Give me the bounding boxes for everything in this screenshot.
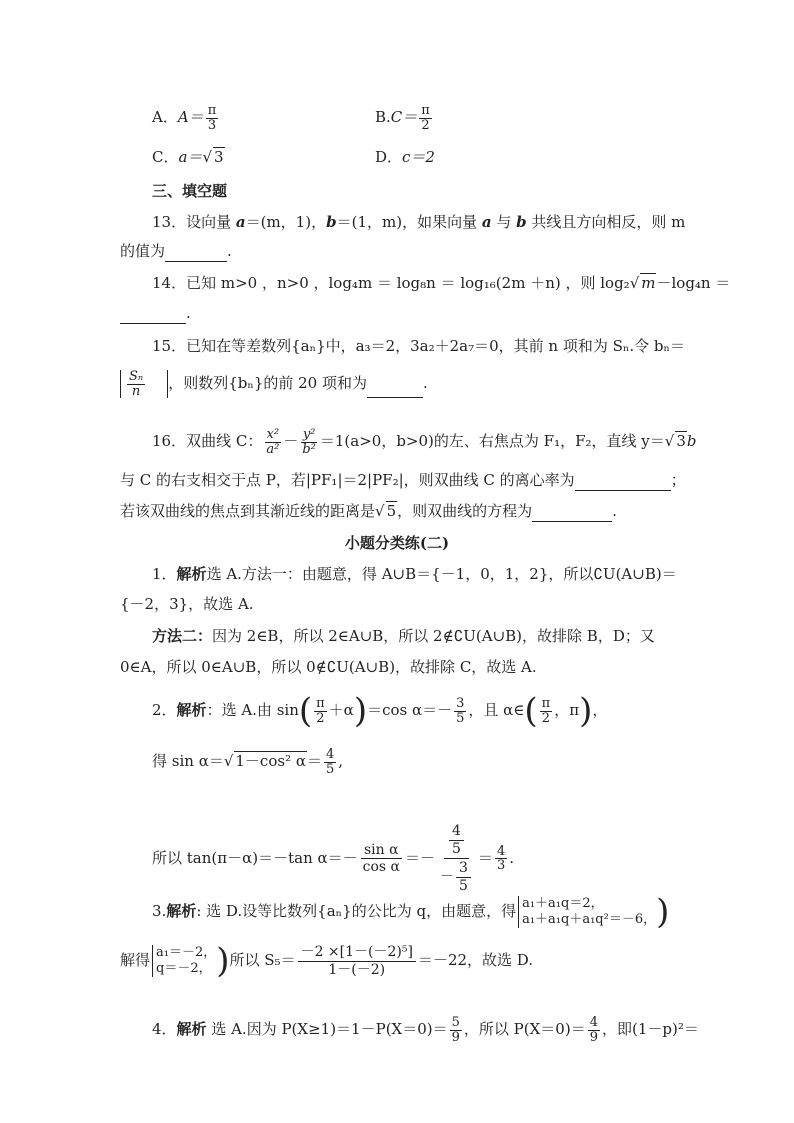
option-c-label: C．	[152, 148, 179, 166]
q13-text3: ＝(1，m)，如果向量	[336, 213, 482, 231]
q16-f1n: x²	[266, 427, 280, 442]
q15-abs	[120, 370, 168, 398]
option-c: C．a＝√ 3	[152, 148, 224, 166]
a2-l2d: 5	[326, 761, 335, 777]
a2-line3a: 所以 tan(π－α)＝－tan α＝－	[152, 848, 358, 867]
q16-text2: ＝1(a>0，b>0)的左、右焦点为 F₁，F₂，直线 y＝	[319, 432, 665, 451]
a3-text1: : 选 D.设等比数列{aₙ}的公比为 q，由题意，得	[196, 902, 517, 920]
question-15-line2: $\frac{\text{Sₙ}}{n}$ ，则数列{bₙ}的前 20 项和为 .	[120, 370, 428, 398]
a3-line2c: ＝－22，故选 D.	[417, 951, 534, 970]
option-a-label: A．	[152, 108, 178, 127]
a3-sys2b: q＝－2，	[156, 961, 212, 977]
option-b-den: 2	[421, 117, 430, 133]
a4-text3: ，即(1－p)²＝	[601, 1020, 699, 1039]
question-16-line3: 若该双曲线的焦点到其渐近线的距离是√ 5，则双曲线的方程为 .	[120, 502, 617, 520]
answer-1-line1	[152, 563, 677, 585]
answer-1-line3	[152, 625, 655, 647]
a4-f1n: 5	[451, 1015, 460, 1030]
q14-blank[interactable]	[120, 307, 186, 324]
option-d-label: D．	[375, 148, 403, 166]
a2-text4: ，且 α∈	[468, 701, 525, 720]
answers-title: 小题分类练(二)	[344, 534, 450, 552]
section-title: 三、填空题	[152, 182, 228, 200]
answer-2-line1: 2．解析：选 A.由 sin( $\frac{\pi}{2}$ ＋α)＝cos α＝－ $\frac{3}{5}$ ，且 α∈( $\frac{\pi}{2}$ ，π)，	[152, 691, 608, 732]
a2-text6: ，	[592, 701, 608, 720]
option-b-num: π	[421, 103, 430, 118]
q16-text1: 双曲线 C：	[186, 432, 263, 451]
a2-line3c: ＝	[477, 848, 493, 867]
a4-text2: ，所以 P(X＝0)＝	[463, 1020, 586, 1039]
option-a	[152, 104, 220, 132]
q14-text-end: －log₄n ＝	[656, 274, 731, 292]
option-b	[375, 104, 434, 132]
a2-line2a: 得 sin α＝	[152, 752, 224, 771]
q15-blank[interactable]	[367, 381, 423, 398]
a1-num: 1．	[152, 565, 177, 583]
a4-label: 解析	[176, 1020, 207, 1039]
answer-3-line1: 3.解析: 选 D.设等比数列{aₙ}的公比为 q，由题意，得 a₁＋a₁q＝2， a₁＋a₁q＋a₁q²＝－6， )	[152, 892, 670, 932]
a3-fnum: －2 ×[1－(－2)⁵]	[298, 944, 416, 962]
question-16-line2: 与 C 的右支相交于点 P，若|PF₁|＝2|PF₂|，则双曲线 C 的离心率为 ；	[120, 471, 686, 489]
a2-l3ind: 5	[452, 840, 461, 857]
question-14-line1: 14．已知 m>0 ，n>0 ，log₄m ＝ log₈n ＝ log₁₆(2m ＋n) ，则 log₂√ m－log₄n ＝	[152, 274, 731, 292]
q16-blank-2[interactable]	[532, 505, 612, 522]
a2-l3d: 3	[496, 858, 506, 874]
a2-text2: ＋α	[328, 701, 354, 720]
option-a-num: π	[207, 103, 217, 118]
a3-sys1a: a₁＋a₁q＝2，	[522, 896, 604, 911]
q13-text6: 的值为	[120, 242, 166, 260]
question-14-line2: .	[120, 302, 191, 324]
q15-frac-num: Sₙ	[129, 369, 144, 384]
a1-line2: {－2，3}，故选 A.	[120, 595, 254, 613]
answer-1-line4	[120, 656, 537, 678]
a3-line2b: 所以 S₅＝	[229, 951, 296, 970]
q16-f2n: y²	[302, 427, 316, 442]
q13-blank[interactable]	[165, 245, 227, 262]
question-16-line1: 16．双曲线 C： $\frac{\text{x²}}{\text{a²}}$ － $\frac{\text{y²}}{\text{b²}}$ ＝1(a>0，b>0)的左、右焦点为 F₁，F₂，直线 y＝√ 3b	[152, 427, 697, 457]
q16-num: 16．	[152, 432, 187, 451]
answer-3-line2: 解得 a₁＝－2， q＝－2， )所以 S₅＝ $\frac{\text{－2 ×[1－(－2)⁵]}}{1-(-2)}$ ＝－22，故选 D.	[120, 941, 534, 982]
q16-blank-1[interactable]	[575, 474, 671, 491]
a2-line2-rad: 1－cos² α	[235, 752, 306, 771]
q15-frac-den: n	[131, 383, 141, 399]
a2-l2n: 4	[326, 747, 335, 762]
q13-num: 13．	[152, 213, 187, 231]
a3-system-1	[518, 896, 656, 928]
vector-a-2: a	[481, 213, 492, 231]
a3-sys1b: a₁＋a₁q＋a₁q²＝－6，	[522, 912, 657, 927]
q16-text3: b	[686, 432, 697, 451]
answer-4-line1	[152, 1016, 699, 1044]
option-b-expr: C＝	[390, 108, 418, 127]
q16-f2d: b²	[302, 441, 316, 457]
question-13-line1	[152, 211, 685, 233]
q14-rad: m	[641, 274, 656, 292]
answer-2-line2: 得 sin α＝√ 1－cos² α＝ $\frac{4}{5}$ ,	[152, 747, 344, 777]
q16-rad: 3	[676, 432, 686, 451]
option-c-rad: 3	[214, 148, 224, 166]
a1-line4: 0∈A，所以 0∈A∪B，所以 0∉∁U(A∪B)，故排除 C，故选 A.	[120, 658, 537, 676]
a1-label: 解析	[176, 565, 207, 583]
a1-line1: 选 A.方法一：由题意，得 A∪B＝{－1，0，1，2}，所以∁U(A∪B)＝	[206, 565, 677, 583]
option-d-expr: c＝2	[402, 148, 435, 166]
answer-2-line3: 所以 tan(π－α)＝－tan α＝－ $\frac{\text{sin α}}{\text{cos α}}$ ＝－ $\frac{4}{5}$ － $\frac{3}{5}$ ＝ $\frac{4}{3}$ .	[152, 823, 514, 895]
a1-line3-label: 方法二：	[152, 627, 213, 645]
q14-text: 已知 m>0 ，n>0 ，log₄m ＝ log₈n ＝ log₁₆(2m ＋n) ，则 log₂	[186, 274, 630, 292]
q14-num: 14．	[152, 274, 187, 292]
q13-text4: 与	[491, 213, 517, 231]
q16-line3-rad: 5	[386, 502, 397, 520]
option-a-den: 3	[207, 117, 217, 133]
a4-f1d: 9	[451, 1029, 460, 1045]
option-c-expr: a＝	[178, 148, 203, 166]
q13-text5: 共线且方向相反，则 m	[526, 213, 686, 231]
a2-line2b: ＝	[306, 752, 322, 771]
a2-text5: ，π	[554, 701, 580, 720]
q16-line3a: 若该双曲线的焦点到其渐近线的距离是	[120, 502, 376, 520]
a2-f-d: 5	[456, 710, 465, 726]
q16-line3b: ，则双曲线的方程为	[397, 502, 533, 520]
option-a-expr: A＝	[177, 108, 204, 127]
option-d	[375, 146, 435, 168]
question-15-line1	[152, 335, 685, 357]
a3-fden: 1－(－2)	[328, 961, 386, 978]
a3-system-2	[152, 945, 216, 977]
vector-b: b	[326, 213, 337, 231]
a2-num: 2．	[152, 701, 177, 720]
q15-text2: ，则数列{bₙ}的前 20 项和为	[168, 374, 367, 393]
a3-line2a: 解得	[120, 951, 151, 970]
vector-b-2: b	[516, 213, 527, 231]
a4-num: 4．	[152, 1020, 177, 1039]
a2-cos: cos α	[362, 859, 400, 876]
q15-text: 已知在等差数列{aₙ}中，a₃＝2，3a₂＋2a₇＝0，其前 n 项和为 Sₙ.令 bₙ＝	[186, 337, 686, 355]
vector-a: a	[235, 213, 246, 231]
question-13-line2: 的值为 .	[120, 242, 232, 260]
a2-sin: sin α	[361, 842, 402, 860]
a2-l3dn: 3	[456, 860, 471, 878]
q13-text1: 设向量	[186, 213, 236, 231]
a1-line3: 因为 2∈B，所以 2∈A∪B，所以 2∉∁U(A∪B)，故排除 B，D；又	[212, 627, 655, 645]
a3-sys2a: a₁＝－2，	[156, 945, 217, 961]
a3-label: 解析	[166, 902, 197, 920]
q13-text2: ＝(m，1)，	[245, 213, 327, 231]
a2-line3b: ＝－	[404, 848, 435, 867]
a2-f-n: 3	[456, 696, 465, 711]
a2-l3dd: 5	[459, 878, 468, 895]
option-b-label: B.	[375, 108, 391, 127]
a4-text1: 选 A.因为 P(X≥1)＝1－P(X＝0)＝	[206, 1020, 448, 1039]
a2-l3n: 4	[496, 843, 506, 859]
a2-label: 解析	[176, 701, 207, 720]
a4-f2n: 4	[589, 1015, 598, 1030]
q15-num: 15．	[152, 337, 187, 355]
q16-line2: 与 C 的右支相交于点 P，若|PF₁|＝2|PF₂|，则双曲线 C 的离心率为	[120, 471, 575, 489]
a2-text3: ＝cos α＝－	[367, 701, 453, 720]
a3-num: 3.	[152, 902, 167, 920]
answer-1-line2	[120, 593, 254, 615]
a4-f2d: 9	[589, 1029, 598, 1045]
q16-f1d: a²	[266, 441, 280, 457]
a2-text1: ：选 A.由 sin	[206, 701, 299, 720]
a2-l3inn: 4	[449, 823, 464, 841]
